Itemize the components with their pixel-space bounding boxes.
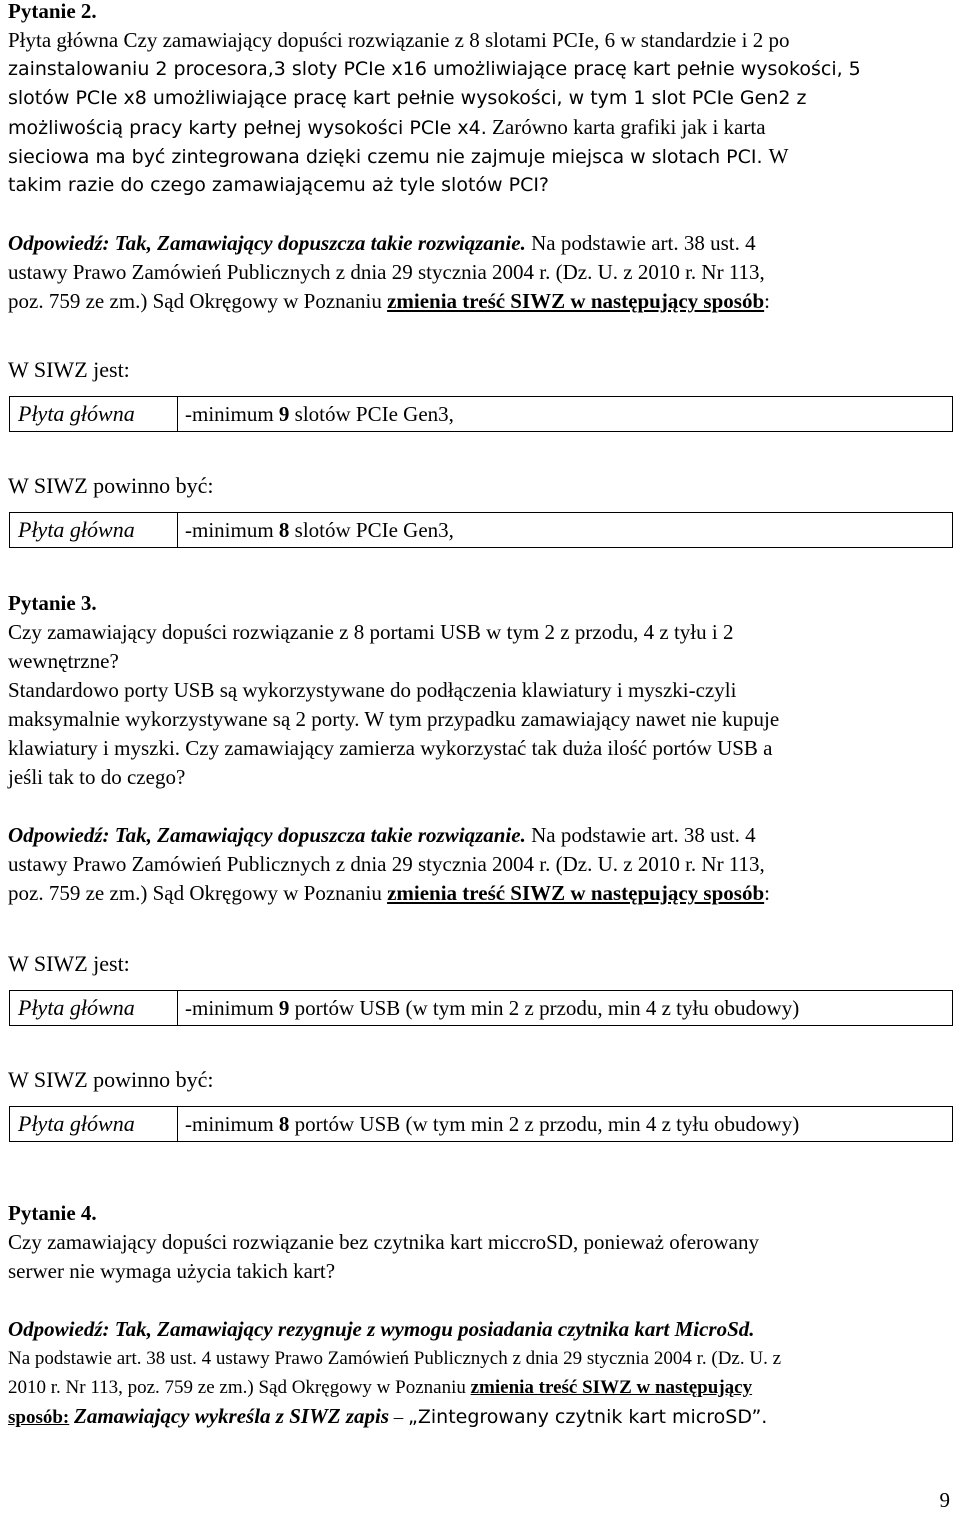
value-number: 9 [278,402,290,426]
table-label-cell: Płyta główna [10,991,178,1025]
q4-answer-line [8,1402,956,1432]
q3-line: Czy zamawiający dopuści rozwiązanie z 8 portami USB w tym 2 z przodu, 4 z tyłu i 2 [8,620,734,644]
value-number: 9 [278,996,290,1020]
q4-answer-text: 2010 r. Nr 113, poz. 759 ze zm.) Sąd Okręgowy w Poznaniu [8,1377,466,1398]
table-label-cell: Płyta główna [10,1107,178,1141]
q2-table-is [9,396,953,432]
q2-label-should: W SIWZ powinno być: [8,473,214,498]
q4-line: Czy zamawiający dopuści rozwiązanie bez czytnika kart miccroSD, ponieważ oferowany [8,1230,760,1254]
q3-answer-text: Na podstawie art. 38 ust. 4 [531,823,756,847]
q2-label-is: W SIWZ jest: [8,357,130,382]
q3-label-should: W SIWZ powinno być: [8,1067,214,1092]
q4-heading: Pytanie 4. [8,1201,97,1225]
q3-line: jeśli tak to do czego? [8,765,186,789]
q2-answer-line [8,287,956,316]
q3-line: klawiatury i myszki. Czy zamawiający zamierza wykorzystać tak duża ilość portów USB a [8,736,773,760]
q2-answer-line: ustawy Prawo Zamówień Publicznych z dnia 29 stycznia 2004 r. (Dz. U. z 2010 r. Nr 113, [8,260,765,284]
q2-line [8,142,956,172]
q3-answer-underlined: zmienia treść SIWZ w następujący sposób [387,881,765,905]
q3-answer-line [8,821,956,850]
q3-line: wewnętrzne? [8,649,119,673]
q2-answer-text: poz. 759 ze zm.) Sąd Okręgowy w Poznaniu [8,289,382,313]
q4-answer-bold-italic: Zamawiający wykreśla z SIWZ zapis [74,1404,390,1428]
q3-line: Standardowo porty USB są wykorzystywane do podłączenia klawiatury i myszki-czyli [8,678,737,702]
q4-answer-underlined: zmienia treść SIWZ w następujący [470,1377,753,1398]
q3-answer-line: ustawy Prawo Zamówień Publicznych z dnia 29 stycznia 2004 r. (Dz. U. z 2010 r. Nr 113, [8,852,765,876]
q4-answer-line: Na podstawie art. 38 ust. 4 ustawy Prawo Zamówień Publicznych z dnia 29 stycznia 2004 r. (Dz. U. z [8,1348,782,1369]
value-suffix: portów USB (w tym min 2 z przodu, min 4 z tyłu obudowy) [294,996,800,1020]
q2-line-part: możliwością pracy karty pełnej wysokości PCIe x4. [8,117,487,139]
q2-answer-colon: : [764,289,770,313]
q2-heading: Pytanie 2. [8,0,97,23]
q2-line: slotów PCIe x8 umożliwiające pracę kart pełnie wysokości, w tym 1 slot PCIe Gen2 z [8,87,807,109]
value-suffix: slotów PCIe Gen3, [294,402,454,426]
q2-answer-text: Na podstawie art. 38 ust. 4 [531,231,756,255]
q2-answer-bold: Odpowiedź: Tak, Zamawiający dopuszcza takie rozwiązanie. [8,231,526,255]
q3-answer-colon: : [764,881,770,905]
value-prefix: -minimum [185,402,274,426]
q3-table-should [9,1106,953,1142]
q2-line [8,113,956,143]
table-value-cell [178,991,952,1025]
page-number: 9 [939,1488,950,1512]
q3-table-is [9,990,953,1026]
q4-answer-bold: Odpowiedź: Tak, Zamawiający rezygnuje z wymogu posiadania czytnika kart MicroSd. [8,1317,755,1341]
q3-heading: Pytanie 3. [8,591,97,615]
q4-answer-dash: – [393,1407,404,1428]
table-value-cell [178,1107,952,1141]
value-prefix: -minimum [185,996,274,1020]
value-prefix: -minimum [185,518,274,542]
q3-label-is: W SIWZ jest: [8,951,130,976]
value-number: 8 [278,518,290,542]
q4-answer-line [8,1373,956,1402]
value-suffix: slotów PCIe Gen3, [294,518,454,542]
q3-line: maksymalnie wykorzystywane są 2 porty. W tym przypadku zamawiający nawet nie kupuje [8,707,780,731]
q2-line: takim razie do czego zamawiającemu aż tyle slotów PCI? [8,174,550,196]
value-prefix: -minimum [185,1112,274,1136]
q2-line-part: Zarówno karta grafiki jak i karta [492,115,766,139]
q2-line: Płyta główna Czy zamawiający dopuści rozwiązanie z 8 slotami PCIe, 6 w standardzie i 2 po [8,28,790,52]
q3-answer-text: poz. 759 ze zm.) Sąd Okręgowy w Poznaniu [8,881,382,905]
table-label-cell: Płyta główna [10,397,178,431]
q3-answer-bold: Odpowiedź: Tak, Zamawiający dopuszcza takie rozwiązanie. [8,823,526,847]
value-number: 8 [278,1112,290,1136]
q2-line: zainstalowaniu 2 procesora,3 sloty PCIe x16 umożliwiające pracę kart pełnie wysokości, 5 [8,58,861,80]
q4-answer-quote: „Zintegrowany czytnik kart microSD”. [408,1406,768,1428]
q2-answer-underlined: zmienia treść SIWZ w następujący sposób [387,289,765,313]
value-suffix: portów USB (w tym min 2 z przodu, min 4 z tyłu obudowy) [294,1112,800,1136]
q4-answer-underlined: sposób: [8,1407,70,1428]
q3-answer-line [8,879,956,908]
q2-line-part: sieciowa ma być zintegrowana dzięki czemu nie zajmuje miejsca w slotach PCI. [8,146,763,168]
table-label-cell: Płyta główna [10,513,178,547]
q4-line: serwer nie wymaga użycia takich kart? [8,1259,336,1283]
table-value-cell [178,397,952,431]
q2-answer-line [8,229,956,258]
table-value-cell [178,513,952,547]
q2-table-should [9,512,953,548]
q2-line-part: W [768,144,789,168]
